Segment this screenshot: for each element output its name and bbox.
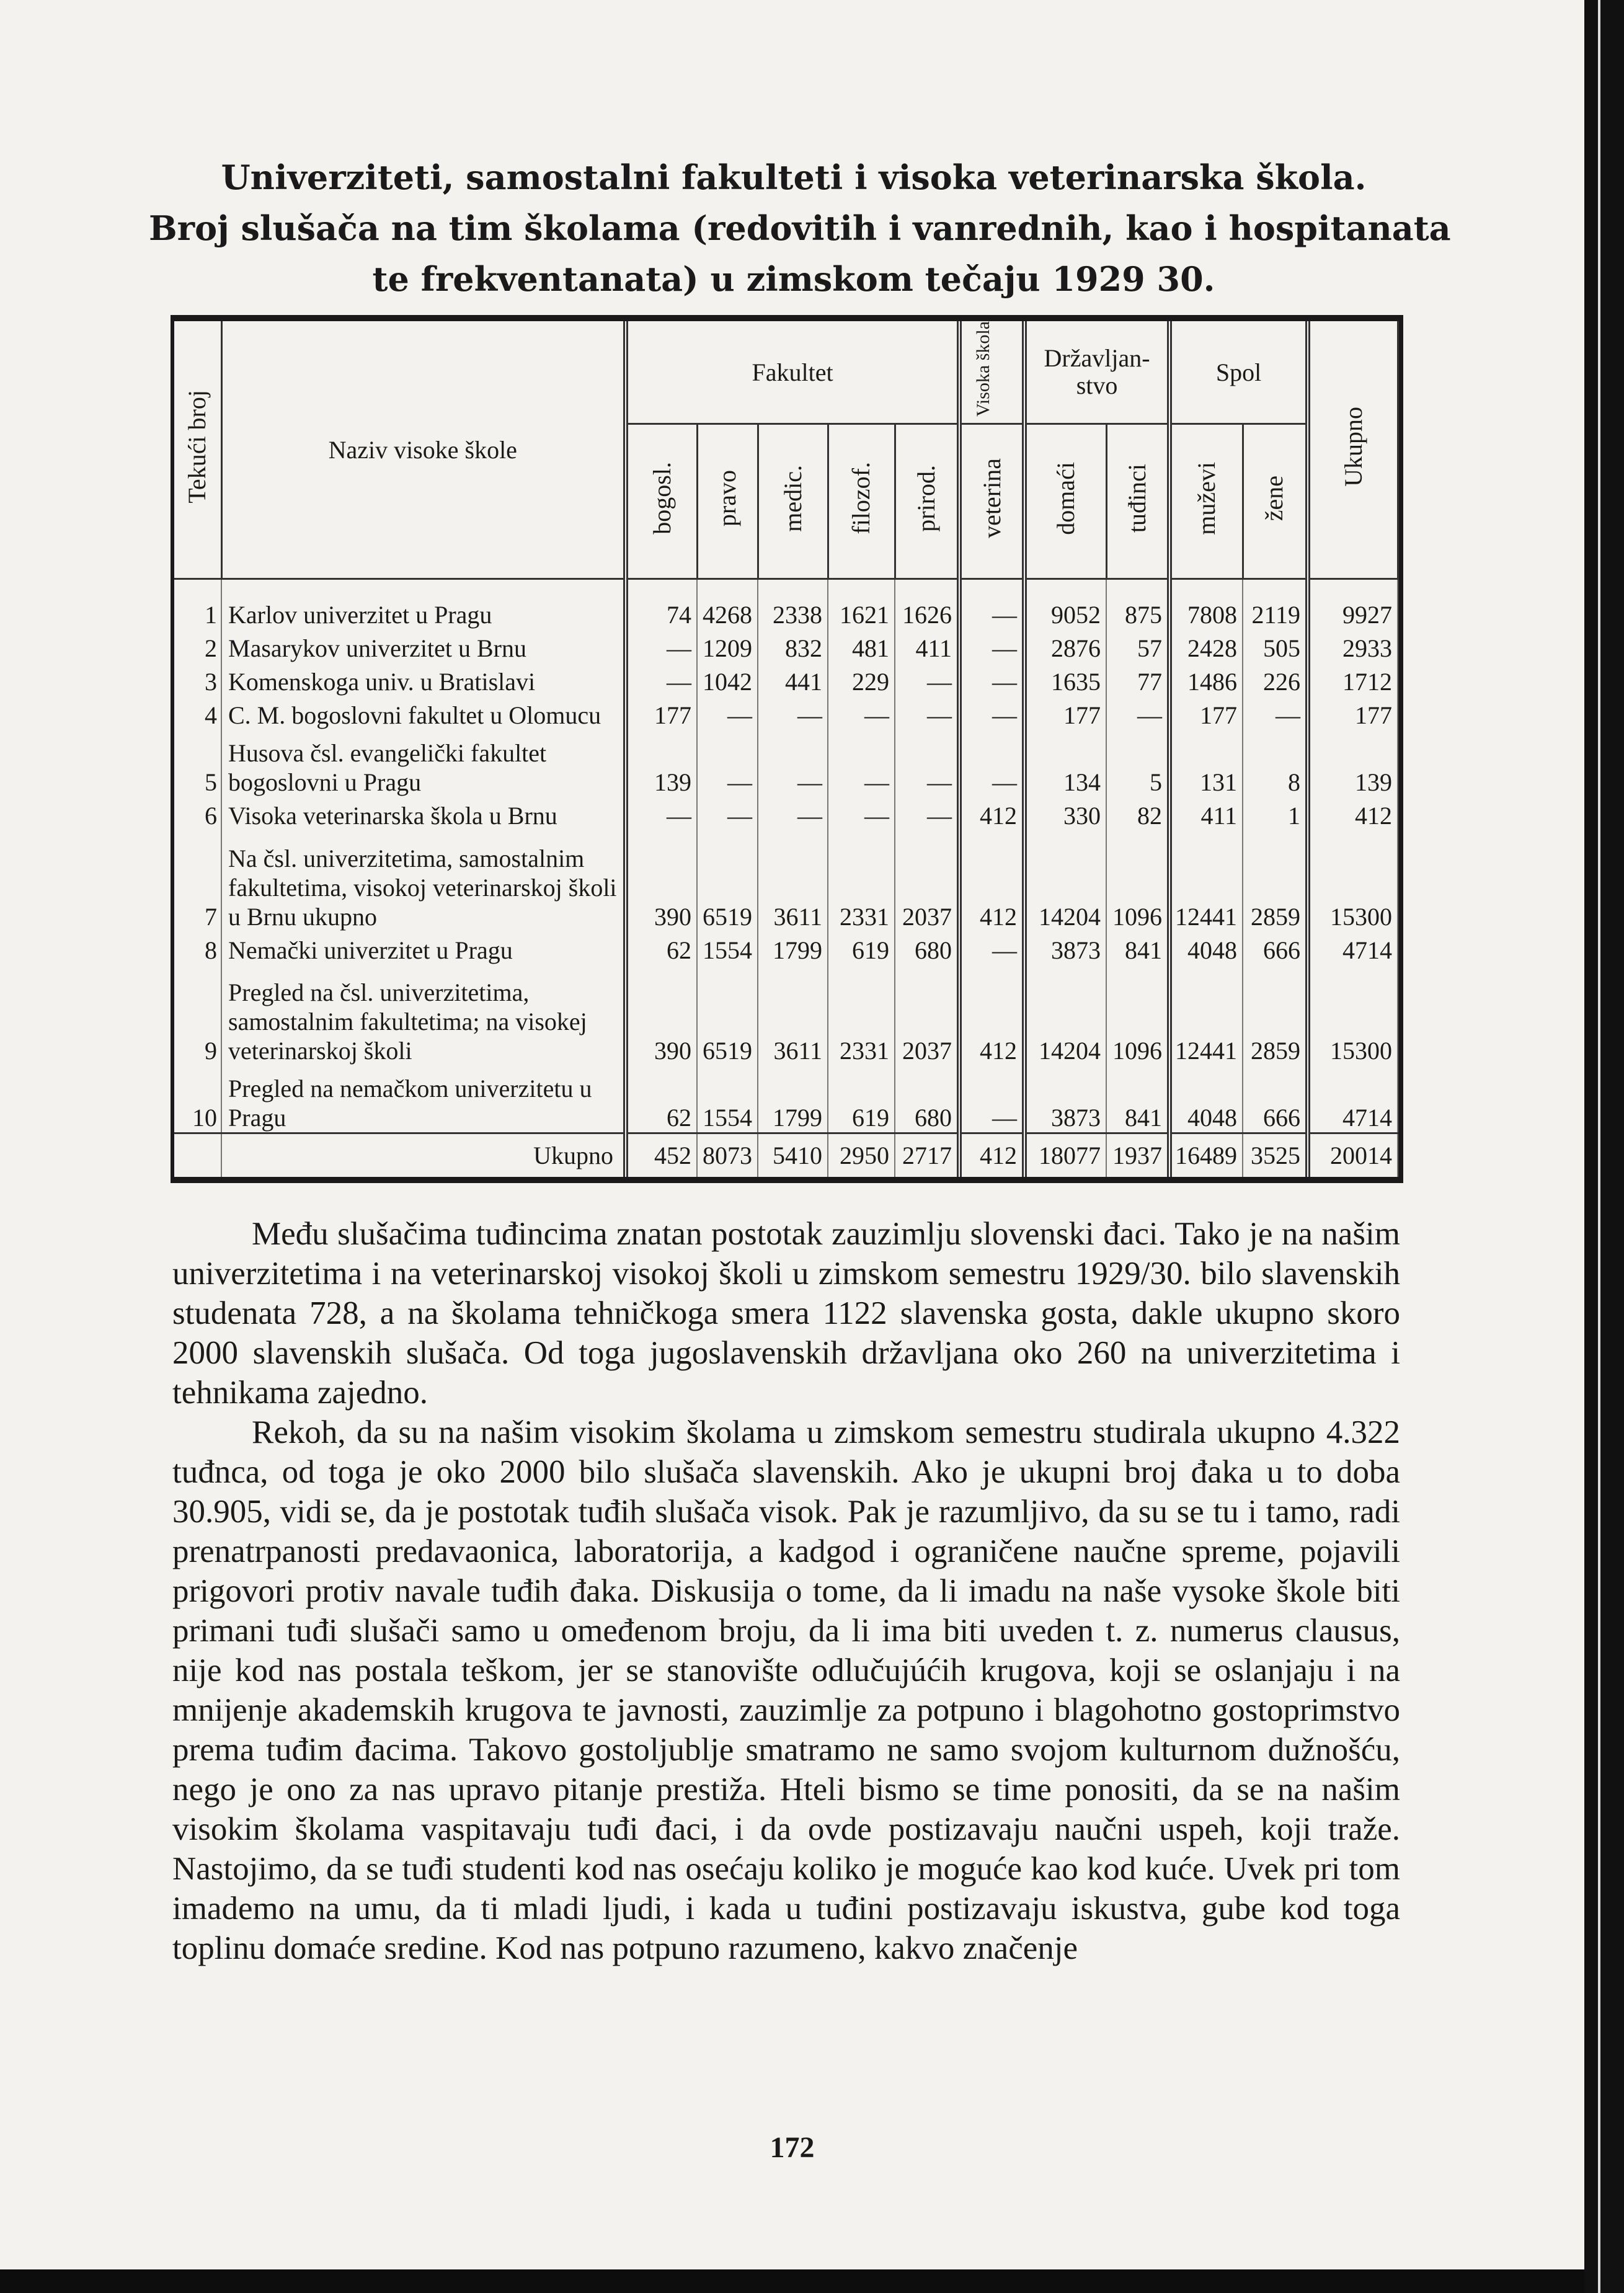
school-name: Masarykov univerzitet u Brnu	[221, 629, 626, 663]
cell-filozof: 2331	[828, 965, 895, 1065]
cell-muzevi: 12441	[1169, 965, 1243, 1065]
cell-medic: 3611	[758, 830, 828, 931]
header-visoka-skola: Visoka škola	[959, 321, 1024, 424]
total-veterina: 412	[959, 1133, 1024, 1177]
total-muzevi: 16489	[1169, 1133, 1243, 1177]
cell-domaci: 330	[1024, 797, 1106, 830]
cell-bogosl: —	[626, 663, 697, 696]
table-row	[174, 730, 1398, 797]
school-name: Nemački univerzitet u Pragu	[221, 931, 626, 965]
cell-muzevi: 177	[1169, 696, 1243, 730]
cell-medic: 441	[758, 663, 828, 696]
cell-ukupno: 2933	[1308, 629, 1398, 663]
cell-pravo: 1554	[697, 931, 758, 965]
cell-pravo: 1209	[697, 629, 758, 663]
title-line-3: te frekventanata) u zimskom tečaju 1929 30.	[372, 259, 1215, 299]
cell-medic: 2338	[758, 596, 828, 629]
cell-ukupno: 4714	[1308, 1065, 1398, 1133]
row-number: 5	[174, 730, 221, 797]
cell-tudinci: 82	[1106, 797, 1169, 830]
cell-bogosl: —	[626, 797, 697, 830]
school-name: Pregled na čsl. univerzitetima, samostalnim fakultetima; na visokej veterinarskoj školi	[221, 965, 626, 1065]
row-number: 9	[174, 965, 221, 1065]
cell-prirod: —	[895, 663, 959, 696]
scan-border-right	[1584, 0, 1624, 2293]
cell-veterina: —	[959, 629, 1024, 663]
scan-border-bottom	[0, 2269, 1584, 2293]
cell-filozof: —	[828, 797, 895, 830]
cell-bogosl: 74	[626, 596, 697, 629]
cell-prirod: 2037	[895, 965, 959, 1065]
cell-bogosl: —	[626, 629, 697, 663]
cell-prirod: —	[895, 797, 959, 830]
cell-pravo: 1042	[697, 663, 758, 696]
cell-bogosl: 62	[626, 931, 697, 965]
header-fakultet: Fakultet	[626, 321, 959, 424]
table-row	[174, 596, 1398, 629]
total-prirod: 2717	[895, 1133, 959, 1177]
cell-bogosl: 390	[626, 830, 697, 931]
row-number: 8	[174, 931, 221, 965]
header-filozof: filozof.	[828, 424, 895, 579]
table-title	[149, 152, 1451, 304]
cell-prirod: 1626	[895, 596, 959, 629]
header-veterina: veterina	[959, 424, 1024, 579]
total-pravo: 8073	[697, 1133, 758, 1177]
cell-domaci: 3873	[1024, 931, 1106, 965]
table-row	[174, 931, 1398, 965]
cell-tudinci: 841	[1106, 931, 1169, 965]
row-number: 3	[174, 663, 221, 696]
cell-zene: 2859	[1243, 965, 1308, 1065]
table-row	[174, 1065, 1398, 1133]
school-name: C. M. bogoslovni fakultet u Olomucu	[221, 696, 626, 730]
header-tudinci: tuđinci	[1106, 424, 1169, 579]
header-ukupno: Ukupno	[1308, 321, 1398, 579]
cell-medic: —	[758, 696, 828, 730]
cell-veterina: —	[959, 596, 1024, 629]
statistics-table	[171, 315, 1403, 1183]
header-bogosl: bogosl.	[626, 424, 697, 579]
cell-muzevi: 411	[1169, 797, 1243, 830]
table-row	[174, 797, 1398, 830]
table-row	[174, 965, 1398, 1065]
total-filozof: 2950	[828, 1133, 895, 1177]
header-muzevi: muževi	[1169, 424, 1243, 579]
cell-tudinci: 841	[1106, 1065, 1169, 1133]
page-number: 172	[770, 2131, 815, 2164]
row-number: 2	[174, 629, 221, 663]
cell-muzevi: 2428	[1169, 629, 1243, 663]
header-zene: žene	[1243, 424, 1308, 579]
table-row	[174, 696, 1398, 730]
table-row	[174, 830, 1398, 931]
title-line-2: Broj slušača na tim školama (redovitih i vanrednih, kao i hospitanata	[149, 208, 1451, 248]
cell-zene: 2859	[1243, 830, 1308, 931]
school-name: Visoka veterinarska škola u Brnu	[221, 797, 626, 830]
cell-filozof: —	[828, 696, 895, 730]
cell-ukupno: 177	[1308, 696, 1398, 730]
cell-bogosl: 139	[626, 730, 697, 797]
total-tudinci: 1937	[1106, 1133, 1169, 1177]
row-number: 1	[174, 596, 221, 629]
cell-zene: 8	[1243, 730, 1308, 797]
total-ukupno: 20014	[1308, 1133, 1398, 1177]
cell-muzevi: 1486	[1169, 663, 1243, 696]
row-number: 6	[174, 797, 221, 830]
total-row	[174, 1133, 1398, 1177]
cell-zene: 1	[1243, 797, 1308, 830]
cell-pravo: 6519	[697, 965, 758, 1065]
cell-ukupno: 412	[1308, 797, 1398, 830]
cell-ukupno: 1712	[1308, 663, 1398, 696]
cell-pravo: 4268	[697, 596, 758, 629]
cell-veterina: 412	[959, 797, 1024, 830]
cell-medic: 832	[758, 629, 828, 663]
cell-zene: 505	[1243, 629, 1308, 663]
cell-pravo: —	[697, 696, 758, 730]
cell-pravo: 6519	[697, 830, 758, 931]
cell-filozof: 619	[828, 931, 895, 965]
cell-bogosl: 390	[626, 965, 697, 1065]
header-tekuci-broj: Tekući broj	[174, 321, 221, 579]
header-drzavljanstvo: Državljan-stvo	[1024, 321, 1169, 424]
cell-zene: —	[1243, 696, 1308, 730]
header-naziv: Naziv visoke škole	[221, 321, 626, 579]
total-medic: 5410	[758, 1133, 828, 1177]
cell-veterina: —	[959, 730, 1024, 797]
cell-domaci: 2876	[1024, 629, 1106, 663]
table-body	[174, 579, 1398, 1133]
cell-muzevi: 12441	[1169, 830, 1243, 931]
cell-filozof: 619	[828, 1065, 895, 1133]
cell-veterina: —	[959, 663, 1024, 696]
header-prirod: prirod.	[895, 424, 959, 579]
row-number: 4	[174, 696, 221, 730]
school-name: Na čsl. univerzitetima, samostalnim fakultetima, visokoj veterinarskoj školi u Brnu ukupno	[221, 830, 626, 931]
cell-veterina: 412	[959, 830, 1024, 931]
cell-domaci: 177	[1024, 696, 1106, 730]
cell-tudinci: 1096	[1106, 965, 1169, 1065]
body-text	[172, 1214, 1400, 1968]
title-line-1: Univerziteti, samostalni fakulteti i visoka veterinarska škola.	[221, 157, 1367, 197]
cell-medic: 1799	[758, 1065, 828, 1133]
cell-zene: 226	[1243, 663, 1308, 696]
cell-ukupno: 139	[1308, 730, 1398, 797]
row-number: 7	[174, 830, 221, 931]
cell-medic: 1799	[758, 931, 828, 965]
cell-zene: 2119	[1243, 596, 1308, 629]
cell-medic: 3611	[758, 965, 828, 1065]
cell-veterina: 412	[959, 965, 1024, 1065]
school-name: Komenskoga univ. u Bratislavi	[221, 663, 626, 696]
cell-pravo: —	[697, 730, 758, 797]
cell-filozof: —	[828, 730, 895, 797]
school-name: Karlov univerzitet u Pragu	[221, 596, 626, 629]
cell-prirod: 2037	[895, 830, 959, 931]
total-domaci: 18077	[1024, 1133, 1106, 1177]
cell-prirod: 680	[895, 1065, 959, 1133]
school-name: Husova čsl. evangelički fakultet bogoslovni u Pragu	[221, 730, 626, 797]
cell-veterina: —	[959, 931, 1024, 965]
row-number: 10	[174, 1065, 221, 1133]
cell-prirod: 411	[895, 629, 959, 663]
header-domaci: domaći	[1024, 424, 1106, 579]
cell-prirod: —	[895, 696, 959, 730]
cell-pravo: 1554	[697, 1065, 758, 1133]
cell-muzevi: 131	[1169, 730, 1243, 797]
cell-domaci: 14204	[1024, 965, 1106, 1065]
cell-zene: 666	[1243, 1065, 1308, 1133]
header-spol: Spol	[1169, 321, 1308, 424]
cell-domaci: 14204	[1024, 830, 1106, 931]
school-name: Pregled na nemačkom univerzitetu u Pragu	[221, 1065, 626, 1133]
cell-veterina: —	[959, 1065, 1024, 1133]
table-row	[174, 629, 1398, 663]
cell-tudinci: 57	[1106, 629, 1169, 663]
cell-tudinci: 1096	[1106, 830, 1169, 931]
cell-bogosl: 62	[626, 1065, 697, 1133]
cell-medic: —	[758, 730, 828, 797]
cell-ukupno: 4714	[1308, 931, 1398, 965]
cell-ukupno: 15300	[1308, 830, 1398, 931]
total-bogosl: 452	[626, 1133, 697, 1177]
cell-medic: —	[758, 797, 828, 830]
total-zene: 3525	[1243, 1133, 1308, 1177]
cell-domaci: 1635	[1024, 663, 1106, 696]
table-row	[174, 663, 1398, 696]
paragraph-2: Rekoh, da su na našim visokim školama u zimskom semestru studirala ukupno 4.322 tuđnca, od toga je oko 2000 bilo slušača slavenskih. Ako je ukupni broj đaka u to doba 30.905, vidi se, da je postotak tuđih slušača visok. Pak je razumljivo, da su se tu i tamo, radi prenatrpanosti predavaonica, laboratorija, a kadgod i ograničene naučne spreme, pojavili prigovori protiv navale tuđih đaka. Diskusija o tome, da li imadu na naše vysoke škole biti primani tuđi slušači samo u omeđenom broju, da li ima biti uveden t. z. numerus clausus, nije kod nas postala teškom, jer se stanovište odlučujúćih krugova, koji se oslanjaju i na mnijenje akademskih krugova te javnosti, zauzimlje za potpuno i blagohotno gostoprimstvo prema tuđim đacima. Takovo gostoljublje smatramo ne samo svojom kulturnom dužnošću, nego je ono za nas upravo pitanje prestiža. Hteli bismo se time ponositi, da se na našim visokim školama vaspitavaju tuđi đaci, i da ovde postizavaju naučni uspeh, koji traže. Nastojimo, da se tuđi studenti kod nas osećaju koliko je moguće kao kod kuće. Uvek pri tom imademo na umu, da ti mladi ljudi, i kada u tuđini postizavaju iskustva, gube kod toga toplinu domaće sredine. Kod nas potpuno razumeno, kakvo značenje	[172, 1414, 1400, 1966]
cell-tudinci: 5	[1106, 730, 1169, 797]
cell-domaci: 134	[1024, 730, 1106, 797]
total-label: Ukupno	[221, 1133, 626, 1177]
cell-prirod: 680	[895, 931, 959, 965]
cell-zene: 666	[1243, 931, 1308, 965]
cell-filozof: 229	[828, 663, 895, 696]
cell-tudinci: —	[1106, 696, 1169, 730]
cell-tudinci: 77	[1106, 663, 1169, 696]
cell-filozof: 2331	[828, 830, 895, 931]
cell-tudinci: 875	[1106, 596, 1169, 629]
paragraph-1: Među slušačima tuđincima znatan postotak zauzimlju slovenski đaci. Tako je na našim univerzitetima i na veterinarskoj visokoj školi u zimskom semestru 1929/30. bilo slavenskih studenata 728, a na školama tehničkoga smera 1122 slavenska gosta, dakle ukupno skoro 2000 slavenskih slušača. Od toga jugoslavenskih državljana oko 260 na univerzitetima i tehnikama zajedno.	[172, 1216, 1400, 1411]
cell-pravo: —	[697, 797, 758, 830]
cell-ukupno: 9927	[1308, 596, 1398, 629]
cell-domaci: 9052	[1024, 596, 1106, 629]
cell-muzevi: 4048	[1169, 1065, 1243, 1133]
cell-muzevi: 4048	[1169, 931, 1243, 965]
cell-muzevi: 7808	[1169, 596, 1243, 629]
cell-prirod: —	[895, 730, 959, 797]
cell-domaci: 3873	[1024, 1065, 1106, 1133]
header-medic: medic.	[758, 424, 828, 579]
cell-filozof: 481	[828, 629, 895, 663]
header-pravo: pravo	[697, 424, 758, 579]
cell-veterina: —	[959, 696, 1024, 730]
cell-ukupno: 15300	[1308, 965, 1398, 1065]
cell-bogosl: 177	[626, 696, 697, 730]
cell-filozof: 1621	[828, 596, 895, 629]
